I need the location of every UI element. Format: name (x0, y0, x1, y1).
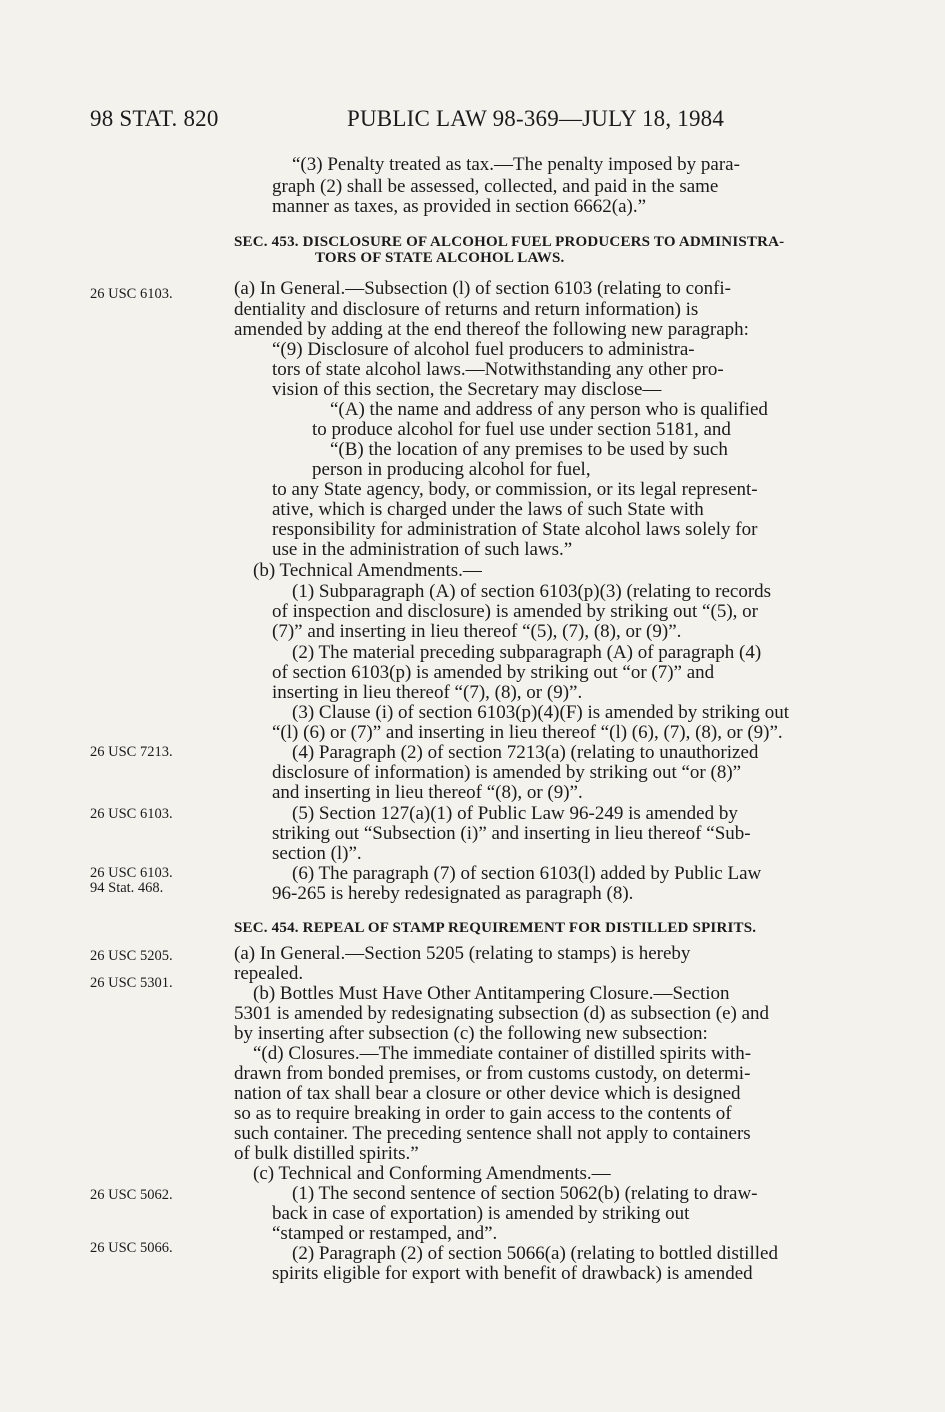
text-line: spirits eligible for export with benefit of drawback) is amended (272, 1263, 753, 1284)
text-line: repealed. (234, 963, 304, 984)
text-line: dentiality and disclosure of returns and return information) is (234, 299, 699, 320)
text-line: person in producing alcohol for fuel, (312, 459, 591, 480)
margin-note: 26 USC 5066. (90, 1240, 173, 1256)
text-line: so as to require breaking in order to gain access to the contents of (234, 1103, 732, 1124)
text-line: (7)” and inserting in lieu thereof “(5), (7), (8), or (9)”. (272, 621, 682, 642)
text-line: (2) The material preceding subparagraph (A) of paragraph (4) (292, 642, 762, 663)
text-line: and inserting in lieu thereof “(8), or (9)”. (272, 782, 583, 803)
text-line: “(l) (6) or (7)” and inserting in lieu thereof “(l) (6), (7), (8), or (9)”. (272, 722, 783, 743)
text-line: (c) Technical and Conforming Amendments.— (253, 1163, 611, 1184)
margin-note: 94 Stat. 468. (90, 880, 164, 896)
margin-note: 26 USC 7213. (90, 744, 173, 760)
text-line: (5) Section 127(a)(1) of Public Law 96-249 is amended by (292, 803, 738, 824)
text-line: drawn from bonded premises, or from customs custody, on determi- (234, 1063, 751, 1084)
text-line: “(d) Closures.—The immediate container of distilled spirits with- (253, 1043, 752, 1064)
margin-note: 26 USC 5301. (90, 975, 173, 991)
text-line: (2) Paragraph (2) of section 5066(a) (relating to bottled distilled (292, 1243, 778, 1264)
text-line: of inspection and disclosure) is amended by striking out “(5), or (272, 601, 758, 622)
text-line: graph (2) shall be assessed, collected, and paid in the same (272, 176, 719, 197)
text-line: 5301 is amended by redesignating subsection (d) as subsection (e) and (234, 1003, 770, 1024)
text-line: of bulk distilled spirits.” (234, 1143, 419, 1164)
text-line: amended by adding at the end thereof the following new paragraph: (234, 319, 749, 340)
text-line: ative, which is charged under the laws of such State with (272, 499, 704, 520)
text-line: vision of this section, the Secretary may disclose— (272, 379, 662, 400)
text-line: disclosure of information) is amended by striking out “or (8)” (272, 762, 742, 783)
section-heading: SEC. 453. DISCLOSURE OF ALCOHOL FUEL PRODUCERS TO ADMINISTRA- (234, 234, 785, 250)
text-line: by inserting after subsection (c) the following new subsection: (234, 1023, 708, 1044)
section-heading: SEC. 454. REPEAL OF STAMP REQUIREMENT FOR DISTILLED SPIRITS. (234, 920, 757, 936)
text-line: (1) The second sentence of section 5062(b) (relating to draw- (292, 1183, 758, 1204)
margin-note: 26 USC 5062. (90, 1187, 173, 1203)
text-line: section (l)”. (272, 843, 362, 864)
margin-note: 26 USC 6103. (90, 865, 173, 881)
text-line: “(3) Penalty treated as tax.—The penalty imposed by para- (292, 154, 740, 175)
running-title: PUBLIC LAW 98-369—JULY 18, 1984 (347, 106, 725, 131)
text-line: “(B) the location of any premises to be used by such (330, 439, 728, 460)
text-line: to produce alcohol for fuel use under section 5181, and (312, 419, 731, 440)
text-line: nation of tax shall bear a closure or other device which is designed (234, 1083, 741, 1104)
text-line: “stamped or restamped, and”. (272, 1223, 498, 1244)
text-line: striking out “Subsection (i)” and inserting in lieu thereof “Sub- (272, 823, 751, 844)
text-line: of section 6103(p) is amended by striking out “or (7)” and (272, 662, 715, 683)
text-line: responsibility for administration of State alcohol laws solely for (272, 519, 758, 540)
text-line: inserting in lieu thereof “(7), (8), or (9)”. (272, 682, 583, 703)
margin-note: 26 USC 6103. (90, 286, 173, 302)
text-line: (1) Subparagraph (A) of section 6103(p)(3) (relating to records (292, 581, 772, 602)
text-line: (3) Clause (i) of section 6103(p)(4)(F) is amended by striking out (292, 702, 790, 723)
page-number: 98 STAT. 820 (90, 106, 219, 131)
text-line: (a) In General.—Section 5205 (relating to stamps) is hereby (234, 943, 691, 964)
text-line: “(A) the name and address of any person who is qualified (330, 399, 768, 420)
text-line: (b) Bottles Must Have Other Antitampering Closure.—Section (253, 983, 730, 1004)
section-heading: TORS OF STATE ALCOHOL LAWS. (315, 250, 565, 266)
text-line: (4) Paragraph (2) of section 7213(a) (relating to unauthorized (292, 742, 759, 763)
text-line: to any State agency, body, or commission, or its legal represent- (272, 479, 758, 500)
text-line: “(9) Disclosure of alcohol fuel producers to administra- (272, 339, 695, 360)
margin-note: 26 USC 5205. (90, 948, 173, 964)
text-line: tors of state alcohol laws.—Notwithstanding any other pro- (272, 359, 724, 380)
margin-note: 26 USC 6103. (90, 806, 173, 822)
text-line: (b) Technical Amendments.— (253, 560, 482, 581)
text-line: such container. The preceding sentence shall not apply to containers (234, 1123, 751, 1144)
text-line: manner as taxes, as provided in section 6662(a).” (272, 196, 647, 217)
text-line: (6) The paragraph (7) of section 6103(l) added by Public Law (292, 863, 762, 884)
text-line: use in the administration of such laws.” (272, 539, 573, 560)
text-line: 96-265 is hereby redesignated as paragraph (8). (272, 883, 634, 904)
text-line: (a) In General.—Subsection (l) of section 6103 (relating to confi- (234, 278, 732, 299)
text-line: back in case of exportation) is amended by striking out (272, 1203, 690, 1224)
